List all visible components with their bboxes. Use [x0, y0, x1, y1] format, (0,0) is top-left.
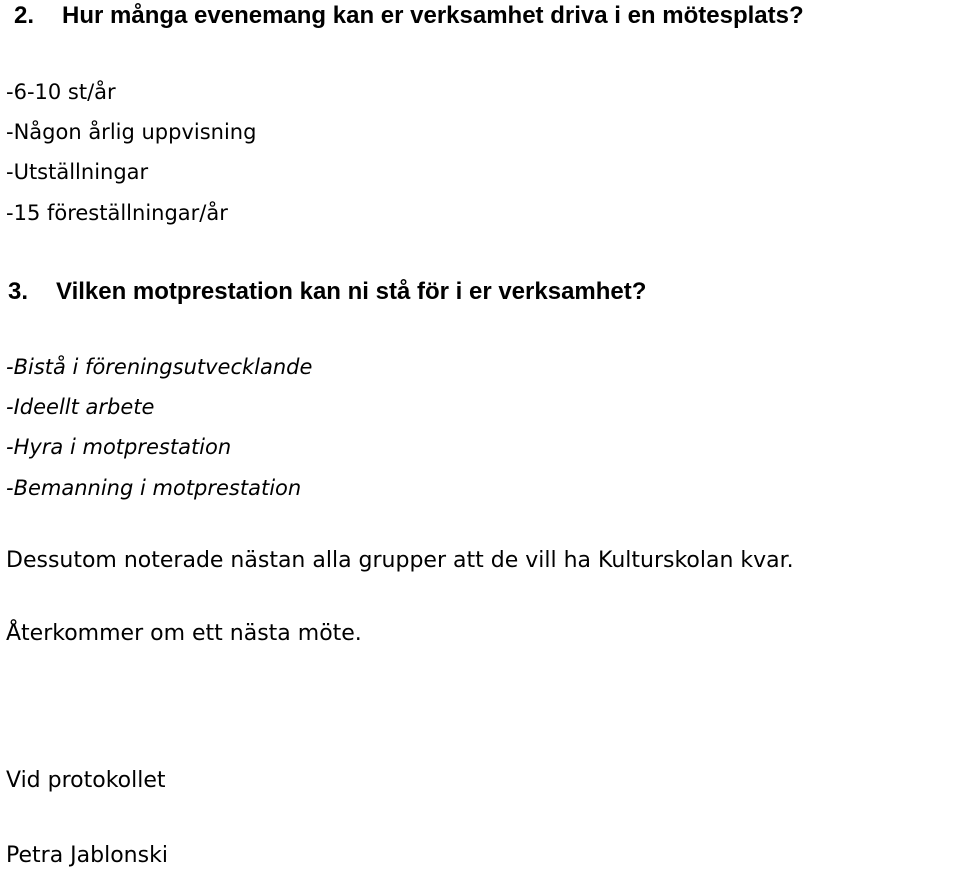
- question-3-title: Vilken motprestation kan ni stå för i er verksamhet?: [56, 278, 647, 305]
- q2-item-2: -Någon årlig uppvisning: [6, 120, 257, 144]
- signature-name: Petra Jablonski: [6, 843, 168, 868]
- q3-item-4: -Bemanning i motprestation: [6, 476, 302, 500]
- q3-item-3: -Hyra i motprestation: [6, 435, 232, 459]
- q2-item-3: -Utställningar: [6, 160, 149, 184]
- note-paragraph: Dessutom noterade nästan alla grupper att de vill ha Kulturskolan kvar.: [6, 548, 794, 573]
- q3-item-2: -Ideellt arbete: [6, 395, 155, 419]
- signature-label: Vid protokollet: [6, 768, 166, 793]
- q3-item-1: -Bistå i föreningsutvecklande: [6, 355, 313, 379]
- q2-item-4: -15 föreställningar/år: [6, 201, 228, 225]
- question-3-number: 3.: [8, 278, 29, 305]
- question-2-heading: [14, 4, 804, 28]
- q2-item-1: -6-10 st/år: [6, 80, 116, 104]
- question-2-title: Hur många evenemang kan er verksamhet driva i en mötesplats?: [62, 2, 804, 29]
- followup-paragraph: Återkommer om ett nästa möte.: [6, 621, 362, 646]
- question-3-heading: [8, 280, 646, 304]
- question-2-number: 2.: [14, 2, 35, 29]
